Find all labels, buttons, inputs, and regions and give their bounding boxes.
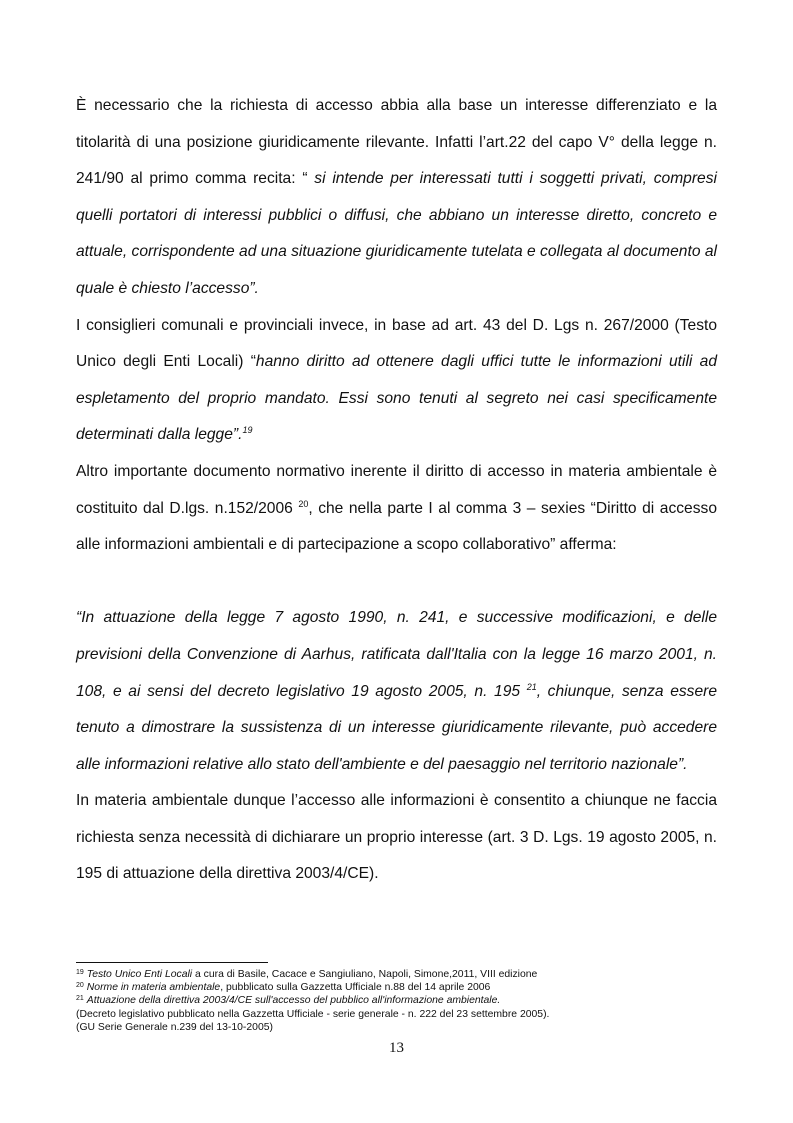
block-quote bbox=[76, 600, 717, 783]
footnote-title: Testo Unico Enti Locali bbox=[86, 969, 193, 980]
quote-text: si intende per interessati tutti i soggetti privati, compresi quelli portatori di interessi pubblici o diffusi, che abbiano un interesse diretto, concreto e attuale, corrispondente ad una situazione giuridicamente tutelata e collegata al documento al quale è chiesto l’accesso”. bbox=[76, 170, 717, 297]
footnote-ref-21: 21 bbox=[526, 681, 537, 692]
footnote-21-line2: (Decreto legislativo pubblicato nella Gazzetta Ufficiale - serie generale - n. 222 del 23 settembre 2005). bbox=[76, 1008, 550, 1020]
footnote-ref-19: 19 bbox=[242, 425, 253, 436]
footnote-text: , pubblicato sulla Gazzetta Ufficiale n.88 del 14 aprile 2006 bbox=[220, 982, 491, 994]
footnote-number: 19 bbox=[76, 969, 84, 976]
footnote-number: 21 bbox=[76, 995, 84, 1003]
quote-text: hanno diritto ad ottenere dagli uffici tutte le informazioni utili ad espletamento del proprio mandato. Essi sono tenuti al segreto nei casi specificamente determinati dalla legge”. bbox=[76, 353, 717, 444]
quote-text: “In attuazione della legge 7 agosto 1990, n. 241, e successive modificazioni, e delle previsioni della Convenzione di Aarhus, ratificata dall'Italia con la legge 16 marzo 2001, n. 108, e ai sensi del decreto legislativo 19 agosto 2005, n. 195 bbox=[76, 609, 717, 700]
footnote-title: Attuazione della direttiva 2003/4/CE sull'accesso del pubblico all'informazione ambientale. bbox=[86, 995, 501, 1007]
paragraph-text: È necessario che la richiesta di accesso abbia alla base un interesse differenziato e la titolarità di una posizione giuridicamente rilevante. Infatti l’art.22 del capo V° della legge n. 241/90 al primo comma recita: “ bbox=[76, 97, 717, 188]
footnote-divider bbox=[76, 962, 268, 963]
footnote-title: Norme in materia ambientale bbox=[86, 982, 221, 994]
footnote-ref-20: 20 bbox=[298, 498, 309, 509]
paragraph-text: I consiglieri comunali e provinciali invece, in base ad art. 43 del D. Lgs n. 267/2000 (Testo Unico degli Enti Locali) “ bbox=[76, 316, 717, 371]
page-number: 13 bbox=[389, 1040, 404, 1056]
footnote-21-line3: (GU Serie Generale n.239 del 13-10-2005) bbox=[76, 1021, 273, 1033]
paragraph-environmental-access bbox=[76, 783, 717, 893]
footnote-text: a cura di Basile, Cacace e Sangiuliano, Napoli, Simone,2011, VIII edizione bbox=[192, 969, 538, 980]
footnote-number: 20 bbox=[76, 982, 84, 990]
paragraph-text: , che nella parte I al comma 3 – sexies “Diritto di accesso alle informazioni ambientali e di partecipazione a scopo collaborativo” afferma: bbox=[76, 499, 717, 554]
paragraph-text: Altro importante documento normativo inerente il diritto di accesso in materia ambientale è costituito dal D.lgs. n.152/2006 bbox=[76, 462, 717, 517]
footnote-21 bbox=[76, 994, 717, 1007]
paragraph-councillors bbox=[76, 308, 717, 454]
footnote-20 bbox=[76, 981, 717, 994]
quote-text: , chiunque, senza essere tenuto a dimostrare la sussistenza di un interesse giuridicamente rilevante, può accedere alle informazioni relative allo stato dell'ambiente e del paesaggio nel territorio nazionale”. bbox=[76, 682, 718, 773]
footnote-19 bbox=[76, 968, 717, 981]
paragraph-dlgs-152 bbox=[76, 454, 717, 564]
footnotes bbox=[76, 968, 717, 1034]
body-text bbox=[76, 88, 717, 893]
paragraph-access-interest bbox=[76, 88, 717, 308]
paragraph-text: In materia ambientale dunque l’accesso alle informazioni è consentito a chiunque ne faccia richiesta senza necessità di dichiarare un proprio interesse (art. 3 D. Lgs. 19 agosto 2005, n. 195 di attuazione della direttiva 2003/4/CE). bbox=[76, 792, 717, 883]
